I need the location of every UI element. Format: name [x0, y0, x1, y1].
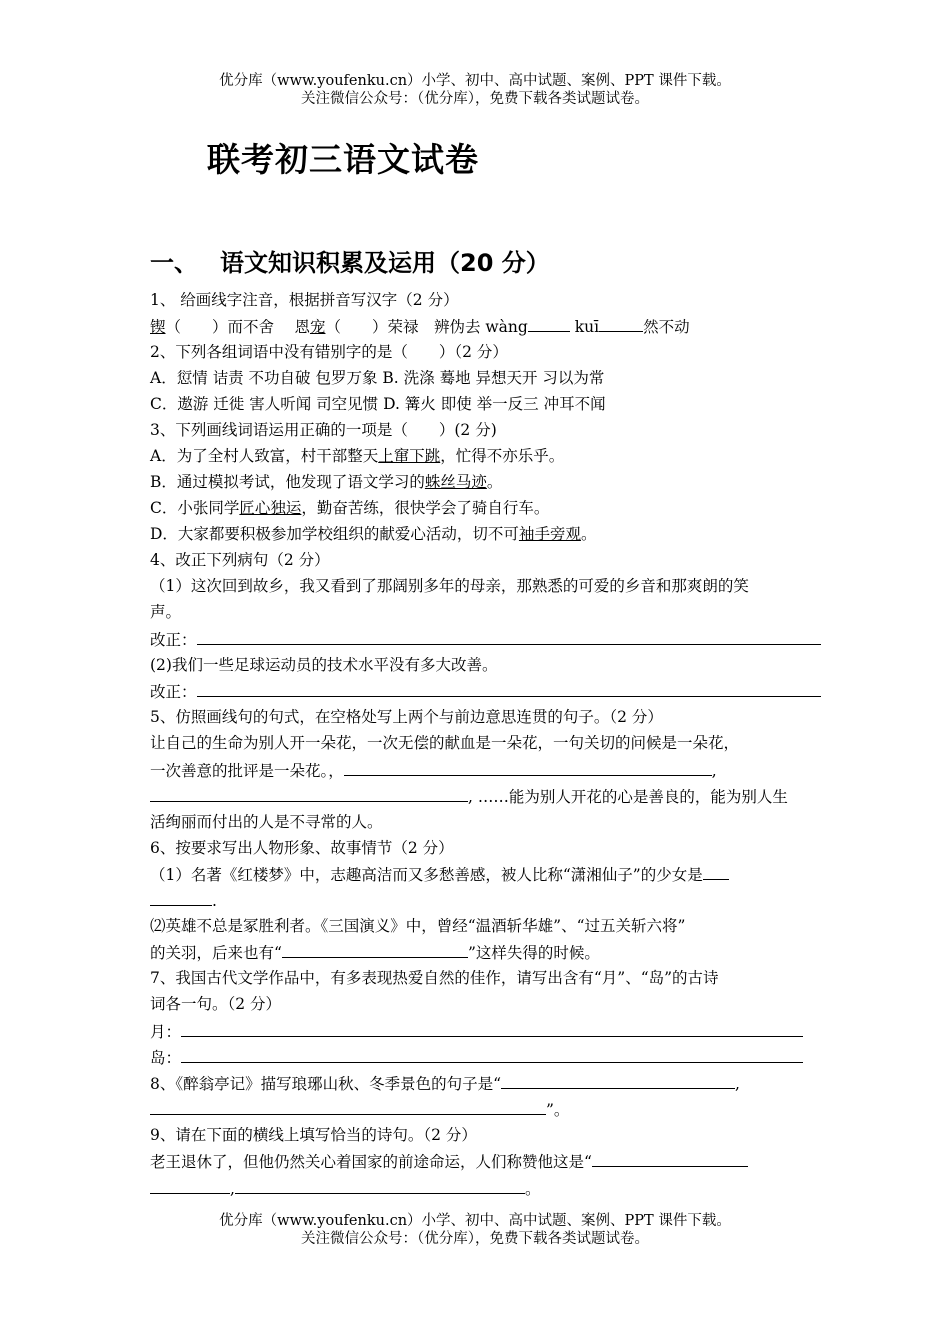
q5-answer-2[interactable]	[150, 786, 468, 802]
q4-fix-2: 改正：	[150, 681, 821, 702]
page-title: 联考初三语文试卷	[207, 140, 479, 179]
q9-prompt: 9、请在下面的横线上填写恰当的诗句。（2 分）	[150, 1126, 477, 1144]
q3-option-c: C．小张同学匠心独运，勤奋苦练，很快学会了骑自行车。	[150, 499, 550, 517]
q4-sentence-1b: 声。	[150, 603, 182, 621]
q7-moon: 月：	[150, 1021, 803, 1042]
q1-blank-1[interactable]	[528, 316, 570, 332]
section-number: 一、	[150, 249, 198, 277]
q4-fix-1: 改正：	[150, 629, 821, 650]
q9-answer-2[interactable]	[235, 1178, 525, 1194]
q9-line-2: , 。	[150, 1178, 540, 1199]
q7-moon-answer[interactable]	[181, 1021, 803, 1037]
q6-answer-1b[interactable]	[150, 890, 212, 906]
q9-answer-1b[interactable]	[150, 1178, 230, 1194]
q7-prompt-b: 词各一句。（2 分）	[150, 995, 282, 1013]
header-line-1: 优分库（www.youfenku.cn）小学、初中、高中试题、案例、PPT 课件下载。	[219, 73, 731, 89]
footer-line-2: 关注微信公众号：（优分库），免费下载各类试题试卷。	[301, 1231, 649, 1247]
q6-sentence-1-cont: .	[150, 890, 217, 911]
q8-line-2: ”。	[150, 1099, 569, 1120]
q2-prompt: 2、下列各组词语中没有错别字的是（ ）（2 分）	[150, 343, 508, 361]
q2-option-ab: A．愆情 诘责 不功自破 包罗万象 B. 洗涤 蓦地 异想天开 习以为常	[150, 369, 605, 387]
q8-line-1: 8、《醉翁亭记》描写琅琊山秋、冬季景色的句子是“ ,	[150, 1075, 740, 1093]
q1-body: 锲（ ）而不舍 恩宠（ ）荣禄 辨伪去 wàng kuī 然不动	[150, 318, 690, 336]
q4-sentence-1a: （1）这次回到故乡，我又看到了那阔别多年的母亲，那熟悉的可爱的乡音和那爽朗的笑	[150, 577, 749, 595]
q4-answer-1[interactable]	[197, 629, 821, 645]
q9-line-1: 老王退休了，但他仍然关心着国家的前途命运，人们称赞他这是“	[150, 1151, 748, 1172]
section-text: 语文知识积累及运用（20 分）	[220, 249, 550, 277]
q9-answer-1a[interactable]	[592, 1151, 748, 1167]
q5-line-3: , ……能为别人开花的心是善良的，能为别人生	[150, 786, 788, 807]
q3-prompt: 3、下列画线词语运用正确的一项是（ ）(2 分)	[150, 421, 497, 439]
q5-answer-1[interactable]	[344, 760, 712, 776]
q7-island: 岛：	[150, 1047, 803, 1068]
q1-word-2: 宠	[309, 318, 326, 336]
q3-option-d: D．大家都要积极参加学校组织的献爱心活动，切不可袖手旁观。	[150, 525, 597, 543]
q5-line-2: 一次善意的批评是一朵花。， ,	[150, 762, 717, 780]
q8-answer-1[interactable]	[501, 1073, 735, 1089]
q3-option-a: A．为了全村人致富，村干部整天上窜下跳，忙得不亦乐乎。	[150, 447, 565, 465]
q6-prompt: 6、按要求写出人物形象、故事情节（2 分）	[150, 839, 454, 857]
header-line-2: 关注微信公众号：（优分库），免费下载各类试题试卷。	[301, 91, 649, 107]
q6-answer-1a[interactable]	[703, 864, 729, 880]
q2-option-cd: C．遨游 迁徙 害人听闻 司空见惯 D. 篝火 即使 举一反三 冲耳不闻	[150, 395, 606, 413]
q6-sentence-2a: ⑵英雄不总是冢胜利者。《三国演义》中，曾经“温酒斩华雄”、“过五关斩六将”	[150, 917, 686, 935]
q4-prompt: 4、改正下列病句（2 分）	[150, 551, 330, 569]
section-heading	[150, 243, 550, 278]
q8-answer-2[interactable]	[150, 1099, 546, 1115]
q6-sentence-2b: 的关羽，后来也有“ ”这样失得的时候。	[150, 944, 600, 962]
q3-option-b: B．通过模拟考试，他发现了语文学习的蛛丝马迹。	[150, 473, 503, 491]
q7-prompt-a: 7、我国古代文学作品中，有多表现热爱自然的佳作，请写出含有“月”、“岛”的古诗	[150, 969, 719, 987]
footer-line-1: 优分库（www.youfenku.cn）小学、初中、高中试题、案例、PPT 课件下载。	[219, 1213, 731, 1229]
q1-word-1: 锲	[150, 318, 166, 336]
q5-line-4: 活绚丽而付出的人是不寻常的人。	[150, 813, 383, 831]
q6-sentence-1: （1）名著《红楼梦》中，志趣高洁而又多愁善感，被人比称“潇湘仙子”的少女是	[150, 864, 729, 885]
q1-prompt: 1、 给画线字注音，根据拼音写汉字（2 分）	[150, 291, 459, 309]
q4-answer-2[interactable]	[197, 681, 821, 697]
q4-sentence-2: (2)我们一些足球运动员的技术水平没有多大改善。	[150, 656, 498, 674]
q5-line-1: 让自己的生命为别人开一朵花，一次无偿的献血是一朵花，一句关切的问候是一朵花，	[150, 734, 740, 752]
q5-prompt: 5、仿照画线句的句式，在空格处写上两个与前边意思连贯的句子。（2 分）	[150, 708, 663, 726]
q7-island-answer[interactable]	[181, 1047, 803, 1063]
q1-blank-2[interactable]	[599, 316, 643, 332]
q6-answer-2[interactable]	[282, 942, 468, 958]
